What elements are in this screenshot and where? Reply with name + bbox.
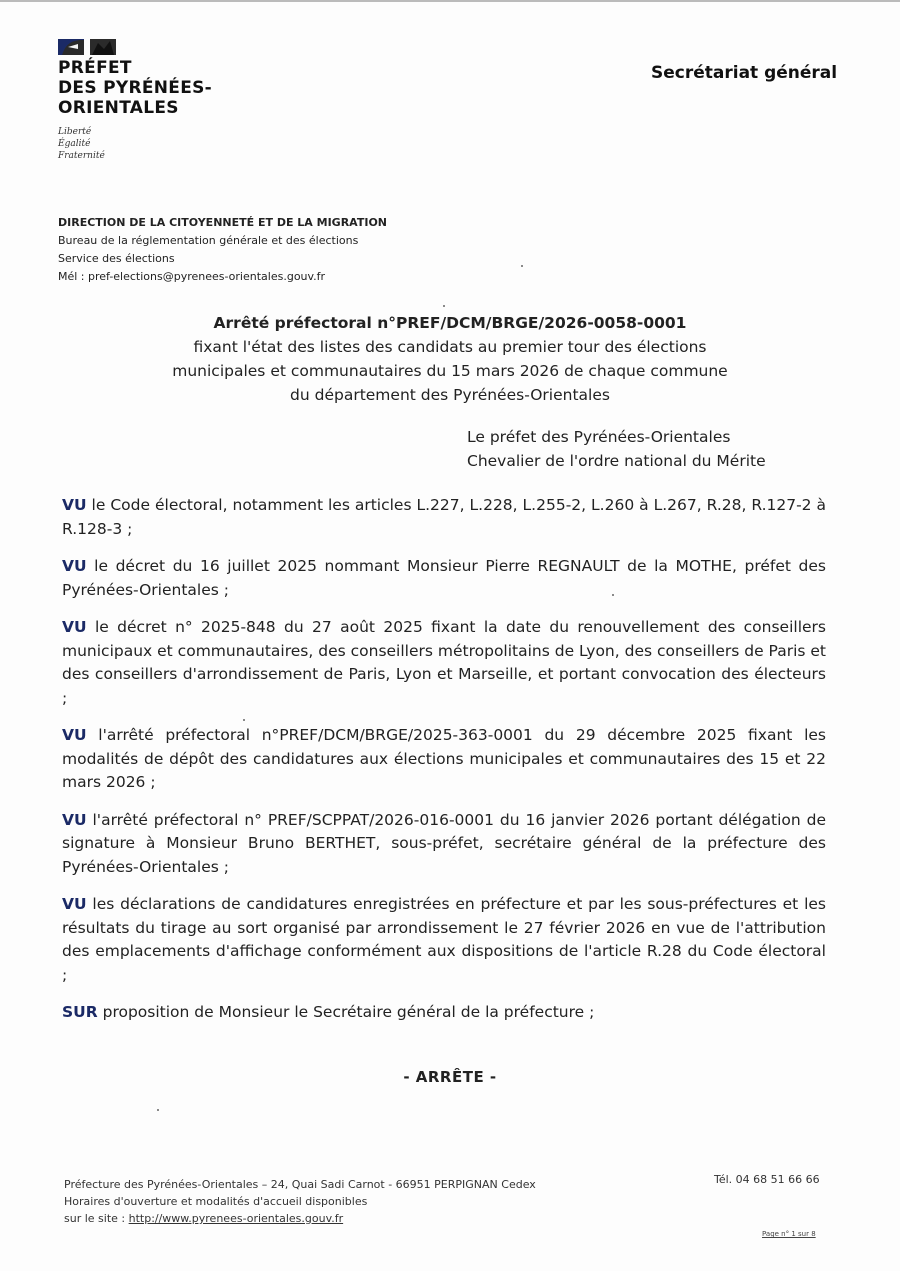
prefecture-name: [58, 58, 212, 118]
footer-block: [64, 1176, 536, 1227]
scan-speck: [612, 594, 614, 596]
consideration-paragraph: [62, 494, 826, 541]
consideration-text: le Code électoral, notamment les articles L.227, L.228, L.255-2, L.260 à L.267, R.28, R.127-2 à R.128-3 ;: [62, 496, 826, 538]
consideration-text: l'arrêté préfectoral n°PREF/DCM/BRGE/2025-363-0001 du 29 décembre 2025 fixant les modalités de dépôt des candidatures aux élections municipales et communautaires des 15 et 22 mars 2026 ;: [62, 726, 826, 791]
scan-speck: [521, 265, 523, 267]
direction-title: DIRECTION DE LA CITOYENNETÉ ET DE LA MIGRATION: [58, 216, 387, 229]
logo-line: ORIENTALES: [58, 98, 179, 118]
scan-edge: [0, 0, 900, 2]
signatory-title: Le préfet des Pyrénées-Orientales: [467, 428, 731, 446]
motto-egalite: Égalité: [58, 139, 91, 149]
consideration-paragraph: [62, 1001, 826, 1025]
logo-line: DES PYRÉNÉES-: [58, 78, 213, 98]
consideration-keyword: VU: [62, 726, 87, 744]
motto-fraternite: Fraternité: [58, 151, 105, 161]
scan-speck: [243, 719, 245, 721]
title-line: fixant l'état des listes des candidats au premier tour des élections: [193, 338, 707, 356]
consideration-text: le décret n° 2025-848 du 27 août 2025 fixant la date du renouvellement des conseillers municipaux et communautaires, des conseillers métropolitains de Lyon, des conseillers de Paris et des conseillers d'arrondissement de Paris, Lyon et Marseille, et portant convocation des électeurs ;: [62, 618, 826, 707]
arrete-heading: - ARRÊTE -: [403, 1068, 497, 1086]
signatory-block: [467, 425, 766, 473]
footer-address: Préfecture des Pyrénées-Orientales – 24, Quai Sadi Carnot - 66951 PERPIGNAN Cedex: [64, 1178, 536, 1191]
direction-service: Service des élections: [58, 252, 175, 265]
title-line: municipales et communautaires du 15 mars 2026 de chaque commune: [172, 362, 728, 380]
scan-speck: [157, 1109, 159, 1111]
consideration-keyword: VU: [62, 810, 87, 829]
consideration-text: le décret du 16 juillet 2025 nommant Monsieur Pierre REGNAULT de la MOTHE, préfet des Pyrénées-Orientales ;: [62, 557, 826, 599]
footer-site-link[interactable]: http://www.pyrenees-orientales.gouv.fr: [128, 1212, 344, 1225]
consideration-paragraph: [62, 724, 826, 795]
consideration-paragraph: [62, 809, 826, 880]
footer-site: [64, 1210, 536, 1227]
page-number: Page n° 1 sur 8: [762, 1230, 816, 1238]
service-heading: Secrétariat général: [651, 63, 838, 83]
consideration-text: l'arrêté préfectoral n° PREF/SCPPAT/2026-016-0001 du 16 janvier 2026 portant délégation de signature à Monsieur Bruno BERTHET, sous-préfet, secrétaire général de la préfecture des Pyrénées-Orientales ;: [62, 810, 826, 876]
signatory-distinction: Chevalier de l'ordre national du Mérite: [467, 452, 766, 470]
consideration-text: proposition de Monsieur le Secrétaire général de la préfecture ;: [97, 1003, 595, 1021]
consideration-keyword: VU: [62, 618, 87, 636]
consideration-text: les déclarations de candidatures enregistrées en préfecture et par les sous-préfectures et les résultats du tirage au sort organisé par arrondissement le 27 février 2026 en vue de l'attribution des emplacements d'affichage conformément aux dispositions de l'article R.28 du Code électoral ;: [62, 895, 826, 984]
motto-liberte: Liberté: [58, 127, 92, 137]
marianne-logo-icon: [58, 37, 118, 57]
direction-block: [58, 214, 387, 286]
considerations: [62, 494, 826, 1039]
arrete-title-block: [100, 311, 800, 407]
footer-hours: Horaires d'ouverture et modalités d'accueil disponibles: [64, 1195, 368, 1208]
title-line: du département des Pyrénées-Orientales: [290, 386, 610, 404]
consideration-keyword: VU: [62, 895, 87, 913]
consideration-keyword: VU: [62, 557, 87, 575]
consideration-keyword: SUR: [62, 1003, 98, 1021]
consideration-keyword: VU: [62, 496, 87, 514]
consideration-paragraph: [62, 893, 826, 987]
consideration-paragraph: [62, 555, 826, 602]
scan-speck: [443, 305, 445, 307]
footer-site-prefix: sur le site :: [64, 1212, 129, 1225]
republic-motto: [58, 126, 105, 162]
arrete-number: Arrêté préfectoral n°PREF/DCM/BRGE/2026-0058-0001: [213, 314, 687, 332]
direction-bureau: Bureau de la réglementation générale et des élections: [58, 234, 359, 247]
footer-phone: Tél. 04 68 51 66 66: [714, 1173, 820, 1186]
logo-line: PRÉFET: [58, 58, 132, 78]
direction-email: Mél : pref-elections@pyrenees-orientales.gouv.fr: [58, 270, 326, 283]
consideration-paragraph: [62, 616, 826, 710]
